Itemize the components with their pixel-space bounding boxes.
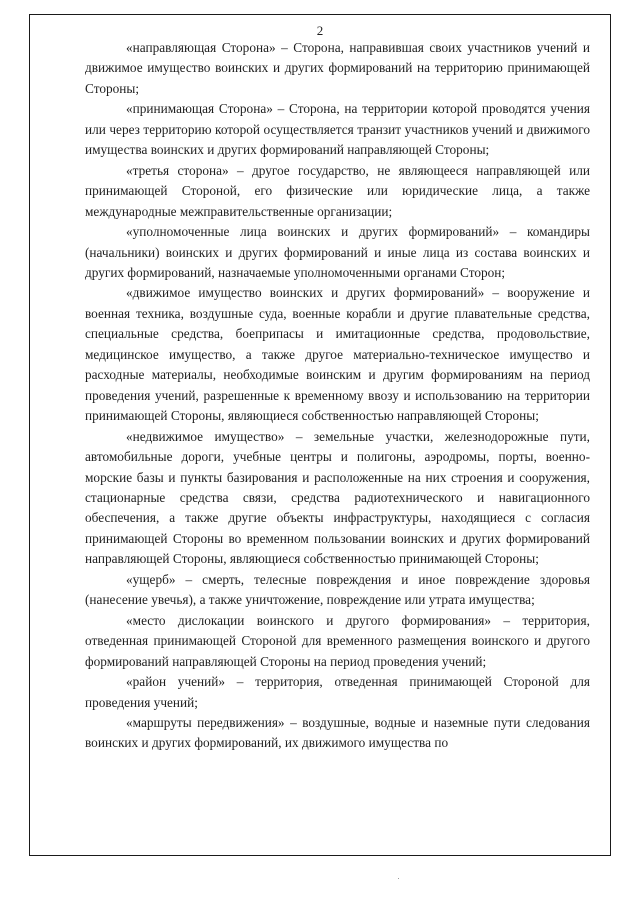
definition-paragraph: «третья сторона» – другое государство, не являющееся направляющей или принимающей Стороной, его физические или юридические лица, а также международные межправительственные организации; [85, 162, 590, 219]
definition-paragraph: «принимающая Сторона» – Сторона, на территории которой проводятся учения или через территорию которой осуществляется транзит участников учений и движимого имущества воинских и других формирований направляющей Стороны; [85, 101, 590, 158]
definition-paragraph: «место дислокации воинского и другого формирования» – территория, отведенная принимающей Стороной для временного размещения воинского и другого формирований направляющей Стороны на период проведения учений; [85, 612, 590, 669]
definition-paragraph: «маршруты передвижения» – воздушные, водные и наземные пути следования воинских и других формирований, их движимого имущества по [85, 714, 590, 751]
definition-paragraph: «район учений» – территория, отведенная принимающей Стороной для проведения учений; [85, 674, 590, 710]
scan-speck [398, 878, 399, 879]
definition-paragraph: «уполномоченные лица воинских и других формирований» – командиры (начальники) воинских и других формирований и иные лица из состава воинских и других формирований, назначаемые уполномоченными органами Сторон; [85, 224, 590, 280]
definition-paragraph: «недвижимое имущество» – земельные участки, железнодорожные пути, автомобильные дороги, учебные центры и полигоны, аэродромы, порты, военно-морские базы и пункты базирования и расположенные на них строения и сооружения, стационарные средства связи, средства радиотехнического и навигационного обеспечения, а также другие объекты инфраструктуры, находящиеся с согласия принимающей Стороны во временном пользовании воинских и других формирований направляющей Стороны, являющиеся собственностью принимающей Стороны; [85, 428, 590, 567]
page-number: 2 [316, 23, 324, 38]
definition-paragraph: «движимое имущество воинских и других формирований» – вооружение и военная техника, воздушные суда, военные корабли и другие плавательные средства, специальные средства, боеприпасы и имитационные средства, продовольствие, медицинское имущество, а также другое материально-техническое имущество и расходные материалы, необходимые воинским и другим формированиям на период проведения учений, разрешенные к временному ввозу и использованию на территории принимающей Стороны, являющиеся собственностью направляющей Стороны; [85, 285, 590, 424]
definition-paragraph: «направляющая Сторона» – Сторона, направившая своих участников учений и движимое имущество воинских и других формирований на территорию принимающей Стороны; [85, 40, 590, 96]
definition-paragraph: «ущерб» – смерть, телесные повреждения и иное повреждение здоровья (нанесение увечья), а также уничтожение, повреждение или утрата имущества; [85, 571, 590, 608]
document-body [85, 38, 590, 754]
